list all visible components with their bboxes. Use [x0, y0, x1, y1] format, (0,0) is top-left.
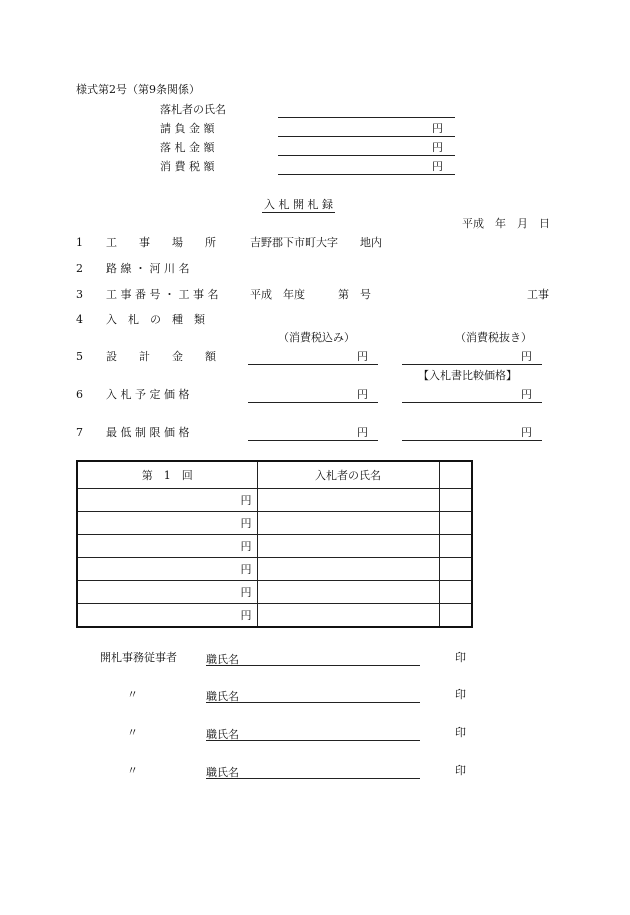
tax-amount-field[interactable] — [278, 160, 455, 175]
ditto-mark: 〃 — [127, 688, 138, 701]
bid-table — [76, 460, 473, 628]
item-label-work-number: 工 事 番 号 ・ 工 事 名 — [106, 288, 219, 301]
item-number: 2 — [76, 262, 83, 275]
bidder-name-cell[interactable] — [257, 512, 439, 535]
extra-cell[interactable] — [439, 512, 472, 535]
item-number: 6 — [76, 388, 83, 401]
minimum-price-incl-field[interactable] — [248, 426, 378, 441]
table-row — [77, 535, 472, 558]
yen-unit: 円 — [432, 122, 443, 135]
bidder-name-cell[interactable] — [257, 558, 439, 581]
round-header: 第 1 回 — [77, 461, 257, 489]
official-name-field[interactable] — [206, 726, 420, 741]
bidder-name-cell[interactable] — [257, 489, 439, 512]
official-name-label: 職氏名 — [206, 653, 239, 666]
bid-amount-cell[interactable]: 円 — [77, 558, 257, 581]
table-row — [77, 581, 472, 604]
item-number: 7 — [76, 426, 83, 439]
bid-amount-field[interactable] — [278, 141, 455, 156]
contract-amount-field[interactable] — [278, 122, 455, 137]
date-line: 平成 年 月 日 — [462, 217, 550, 230]
ditto-mark: 〃 — [127, 726, 138, 739]
official-name-field[interactable] — [206, 651, 420, 666]
planned-price-excl-field[interactable] — [402, 388, 542, 403]
item-value-location: 吉野郡下市町大字 地内 — [250, 236, 382, 249]
official-name-label: 職氏名 — [206, 728, 239, 741]
bidder-name-cell[interactable] — [257, 581, 439, 604]
yen-unit: 円 — [357, 426, 368, 439]
page-title: 入 札 開 札 録 — [264, 198, 333, 211]
item-label-bid-type: 入 札 の 種 類 — [106, 313, 205, 326]
bidder-name-cell[interactable] — [257, 604, 439, 628]
winner-name-label: 落札者の氏名 — [160, 103, 226, 116]
table-header-row — [77, 461, 472, 489]
design-amount-excl-field[interactable] — [402, 350, 542, 365]
form-number-label: 様式第2号（第9条関係） — [76, 83, 200, 96]
extra-cell[interactable] — [439, 535, 472, 558]
yen-unit: 円 — [357, 350, 368, 363]
item-number: 3 — [76, 288, 83, 301]
seal-mark: 印 — [455, 726, 466, 739]
table-row — [77, 558, 472, 581]
item-value-work-number: 平成 年度 第 号 — [250, 288, 371, 301]
item-label-route: 路 線 ・ 河 川 名 — [106, 262, 190, 275]
official-name-field[interactable] — [206, 764, 420, 779]
bid-amount-cell[interactable]: 円 — [77, 604, 257, 628]
item-number: 1 — [76, 236, 83, 249]
planned-price-incl-field[interactable] — [248, 388, 378, 403]
bidder-name-cell[interactable] — [257, 535, 439, 558]
table-row — [77, 489, 472, 512]
extra-header-cell — [439, 461, 472, 489]
minimum-price-excl-field[interactable] — [402, 426, 542, 441]
item-label-planned-price: 入 札 予 定 価 格 — [106, 388, 190, 401]
yen-unit: 円 — [521, 426, 532, 439]
yen-unit: 円 — [521, 350, 532, 363]
yen-unit: 円 — [521, 388, 532, 401]
official-name-field[interactable] — [206, 688, 420, 703]
official-role-label: 開札事務従事者 — [100, 651, 177, 664]
contract-amount-label: 請 負 金 額 — [160, 122, 215, 135]
seal-mark: 印 — [455, 651, 466, 664]
ditto-mark: 〃 — [127, 764, 138, 777]
table-row — [77, 604, 472, 628]
item-suffix-work: 工事 — [527, 288, 549, 301]
official-name-label: 職氏名 — [206, 690, 239, 703]
extra-cell[interactable] — [439, 489, 472, 512]
item-label-minimum-price: 最 低 制 限 価 格 — [106, 426, 190, 439]
yen-unit: 円 — [357, 388, 368, 401]
comparison-price-label: 【入札書比較価格】 — [418, 369, 517, 382]
table-row — [77, 512, 472, 535]
column-tax-excluded: （消費税抜き） — [455, 331, 532, 344]
seal-mark: 印 — [455, 764, 466, 777]
item-label-location: 工 事 場 所 — [106, 236, 216, 249]
extra-cell[interactable] — [439, 581, 472, 604]
item-label-design-amount: 設 計 金 額 — [106, 350, 216, 363]
item-number: 4 — [76, 313, 83, 326]
bidder-name-header: 入札者の氏名 — [257, 461, 439, 489]
official-name-label: 職氏名 — [206, 766, 239, 779]
yen-unit: 円 — [432, 141, 443, 154]
item-number: 5 — [76, 350, 83, 363]
bid-amount-cell[interactable]: 円 — [77, 535, 257, 558]
column-tax-included: （消費税込み） — [278, 331, 355, 344]
bid-amount-label: 落 札 金 額 — [160, 141, 215, 154]
extra-cell[interactable] — [439, 558, 472, 581]
yen-unit: 円 — [432, 160, 443, 173]
seal-mark: 印 — [455, 688, 466, 701]
tax-amount-label: 消 費 税 額 — [160, 160, 215, 173]
bid-amount-cell[interactable]: 円 — [77, 581, 257, 604]
design-amount-incl-field[interactable] — [248, 350, 378, 365]
extra-cell[interactable] — [439, 604, 472, 628]
bid-amount-cell[interactable]: 円 — [77, 489, 257, 512]
winner-name-field[interactable] — [278, 103, 455, 118]
bid-amount-cell[interactable]: 円 — [77, 512, 257, 535]
